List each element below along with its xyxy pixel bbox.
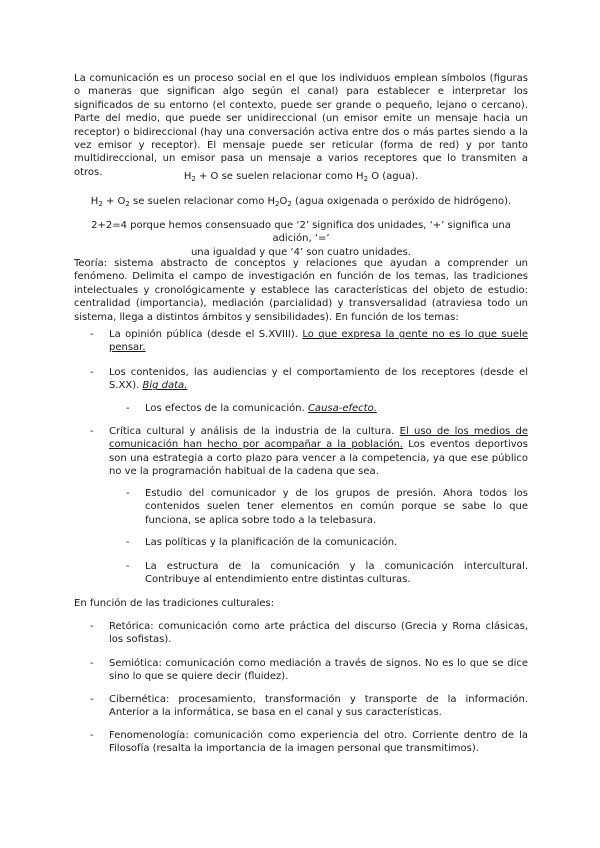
list-dash: - xyxy=(126,488,130,499)
traditions-heading: En función de las tradiciones culturales: xyxy=(74,598,275,609)
list-dash: - xyxy=(90,694,94,705)
underlined-note: Causa-efecto. xyxy=(307,403,377,414)
list-dash: - xyxy=(90,367,94,378)
underlined-note: Lo que expresa la gente no es lo que suele pensar. xyxy=(109,329,528,354)
intro-paragraph: La comunicación es un proceso social en el que los individuos emplean símbolos (figuras o maneras que significan algo según el canal) para establecer e interpretar los significados de su entorno (el contexto, puede ser grande o pequeño, lejano o cercano). Parte del medio, que puede ser unidireccional (un emisor emite un mensaje hacia un receptor) o bidireccional (hay una conversación activa entre dos o más partes siendo a la vez emisor y receptor). El mensaje puede ser reticular (forma de red) y por tanto multidireccional, un emisor pasa un mensaje a varios receptores que lo transmiten a otros. xyxy=(74,73,528,178)
list-item-semiotica: - Semiótica: comunicación como mediación a través de signos. No es lo que se dice sino lo que se quiere decir (fluidez). xyxy=(90,658,528,683)
list-dash: - xyxy=(90,621,94,632)
list-dash: - xyxy=(90,730,94,741)
underlined-note: Big data. xyxy=(142,380,188,392)
list-dash: - xyxy=(90,329,94,340)
list-item-cibernetica: - Cibernética: procesamiento, transformación y transporte de la información. Anterior a la informática, se basa en el canal y sus características. xyxy=(90,694,528,719)
underlined-note: El uso de los medios de comunicación han hecho por acompañar a la población. xyxy=(109,426,528,451)
list-dash: - xyxy=(126,561,130,572)
example-math-line-1: 2+2=4 porque hemos consensuado que ‘2’ significa dos unidades, ‘+’ significa una adición, ‘=’ xyxy=(91,220,511,245)
sub-item-efectos: - Los efectos de la comunicación. Causa-efecto. xyxy=(126,403,377,414)
sub-item-comunicador: - Estudio del comunicador y de los grupos de presión. Ahora todos los contenidos suelen tener elementos en común porque se sabe lo que funciona, se aplica sobre todo a la telebasura. xyxy=(126,488,528,526)
list-dash: - xyxy=(126,537,130,548)
theory-paragraph: Teoría: sistema abstracto de conceptos y relaciones que ayudan a comprender un fenómeno. Delimita el campo de investigación en función de los temas, las tradiciones intelectuales y cronológicamente y establece las características del objeto de estudio: centralidad (importancia), mediación (parcialidad) y transversalidad (atraviesa todo un sistema, llega a distintos ámbitos y sensibilidades). En función de los temas: xyxy=(74,258,528,323)
list-item-opinion-publica: - La opinión pública (desde el S.XVIII). Lo que expresa la gente no es lo que suele pensar. xyxy=(90,329,528,354)
sub-item-politicas: - Las políticas y la planificación de la comunicación. xyxy=(126,537,398,548)
list-item-retorica: - Retórica: comunicación como arte práctica del discurso (Grecia y Roma clásicas, los sofistas). xyxy=(90,621,528,646)
list-dash: - xyxy=(90,658,94,669)
example-water: $H_2 + O$ se suelen relacionar como $H_2$ O (agua). xyxy=(183,171,419,183)
example-math xyxy=(74,219,528,259)
list-item-contenidos: - Los contenidos, las audiencias y el comportamiento de los receptores (desde el S.XX). Big data. xyxy=(90,367,528,392)
list-item-critica-cultural: - Crítica cultural y análisis de la industria de la cultura. El uso de los medios de comunicación han hecho por acompañar a la población. Los eventos deportivos son una estrategia a corto plazo para vencer a la competencia, ya que ese público no ve la programación habitual de la cadena que sea. xyxy=(90,426,529,478)
example-peroxide: $H_2 + O_2$ se suelen relacionar como $H_2O_2$ (agua oxigenada o peróxido de hidrógeno). xyxy=(90,196,512,208)
list-dash: - xyxy=(126,403,130,414)
example-math-line-2: una igualdad y que ‘4’ son cuatro unidades. xyxy=(190,246,412,258)
sub-item-estructura: - La estructura de la comunicación y la comunicación intercultural. Contribuye al entendimiento entre distintas culturas. xyxy=(126,561,528,586)
list-dash: - xyxy=(90,426,94,437)
list-item-fenomenologia: - Fenomenología: comunicación como experiencia del otro. Corriente dentro de la Filosofía (resalta la importancia de la imagen personal que transmitimos). xyxy=(90,730,528,755)
